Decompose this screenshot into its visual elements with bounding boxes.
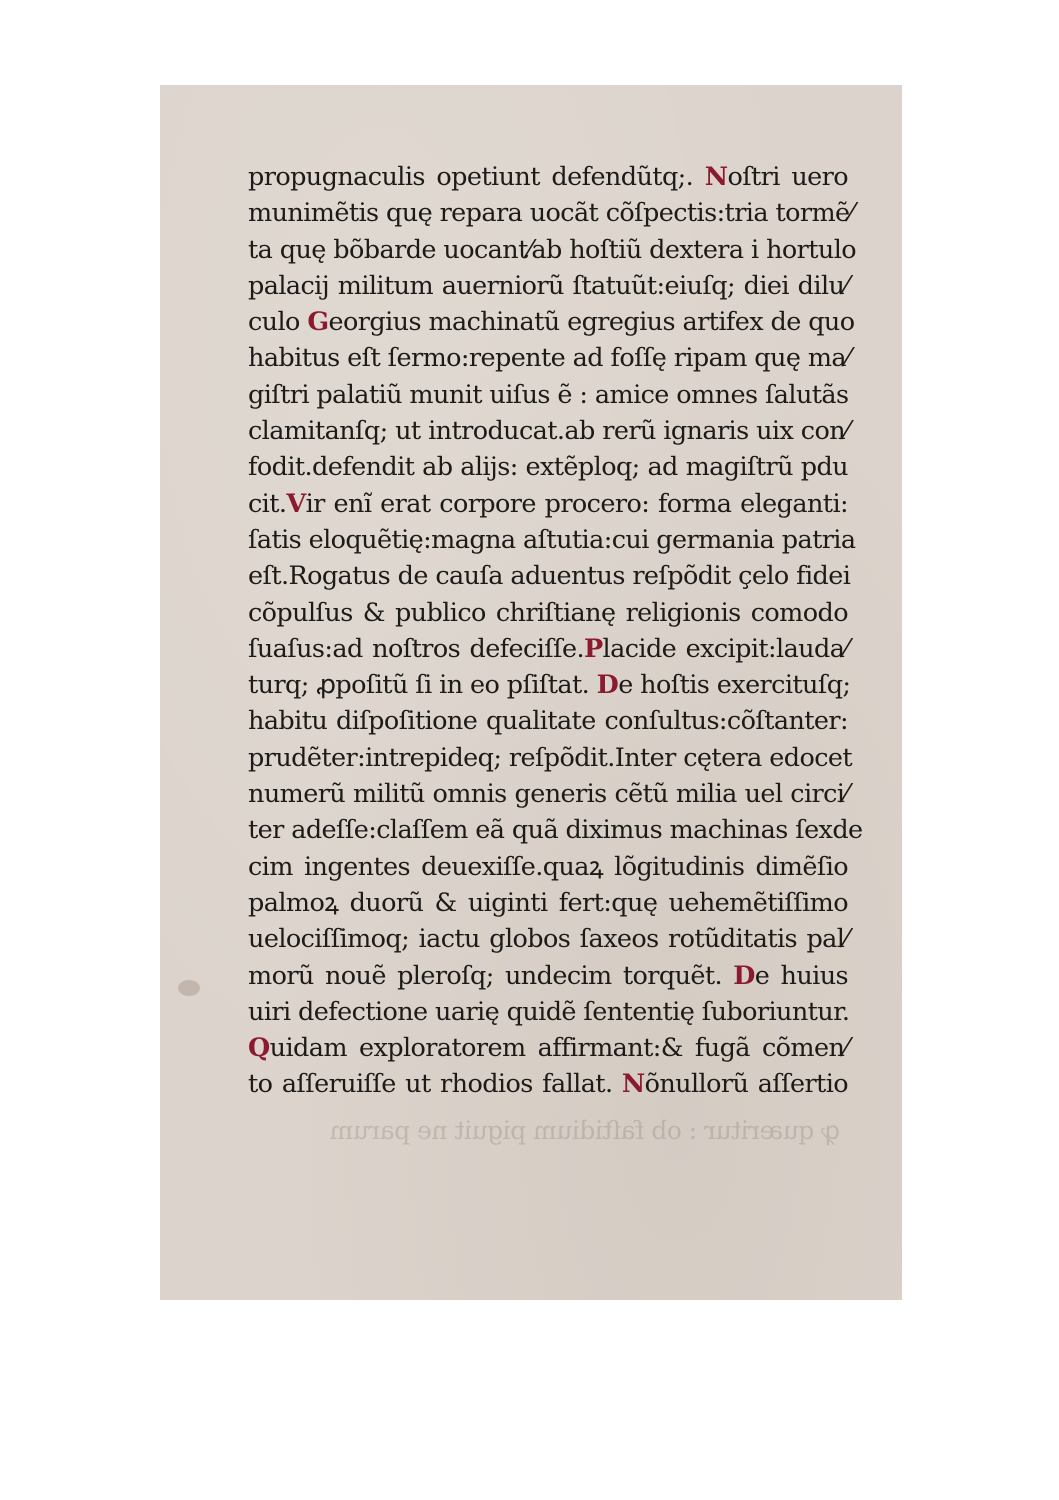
margin-stain [178, 980, 200, 996]
text-line: uelociſſimoq; iactu globos ſaxeos rotũditatis pal⁄ [248, 924, 848, 955]
page-scan [160, 85, 902, 1300]
text-line: fodit.defendit ab alijs: extẽploq; ad magiſtrũ pdu [248, 452, 848, 483]
text-line: turq; ꝓpoſitũ ſi in eo pſiſtat. De hoſtis exercituſq; [248, 670, 851, 701]
text-line: to aſſeruiſſe ut rhodios fallat. Nõnullorũ aſſertio [248, 1069, 849, 1100]
text-line: palacij militum auerniorũ ſtatuũt:eiuſq; diei dilu⁄ [248, 270, 848, 301]
show-through-text: ꝙ quæritur : ob faſtidium piguit ne parum [330, 1116, 840, 1145]
text-line: prudẽter:intrepideq; reſpõdit.Inter cętera edocet [248, 742, 853, 773]
text-line: munimẽtis quę repara uocãt cõſpectis:tria tormẽ⁄ [248, 198, 854, 229]
text-line: propugnaculis opetiunt defendũtq;. Noſtri uero [248, 162, 849, 192]
text-line: cõpulſus & publico chriſtianę religionis comodo [248, 597, 848, 628]
text-line: cim ingentes deuexiſſe.quaꝝ lõgitudinis dimẽſio [248, 851, 848, 882]
text-line: ter adeſſe:claſſem eã quã diximus machinas ſexde [248, 815, 863, 846]
text-line: clamitanſq; ut introducat.ab rerũ ignaris uix con⁄ [248, 416, 849, 447]
text-line: eſt.Rogatus de cauſa aduentus reſpõdit çelo fidei [248, 561, 851, 592]
text-line: uiri defectione uarię quidẽ ſententię ſuboriuntur. [248, 996, 850, 1027]
watermark: ​ [203, 335, 265, 395]
text-line: ſuaſus:ad noſtros defeciſſe.Placide excipit:lauda⁄ [248, 633, 848, 664]
text-line: Quidam exploratorem affirmant:& fugã cõmen⁄ [248, 1033, 848, 1064]
text-line: culo Georgius machinatũ egregius artifex de quo [248, 307, 855, 338]
text-line: habitus eſt ſermo:repente ad foſſę ripam quę ma⁄ [248, 343, 850, 374]
text-line: palmoꝝ duorũ & uiginti fert:quę uehemẽtiſſimo [248, 887, 848, 918]
text-line: morũ nouẽ pleroſq; undecim torquẽt. De huius [248, 960, 849, 991]
text-line: habitu diſpoſitione qualitate conſultus:cõſtanter: [248, 706, 848, 737]
text-line: cit.Vir enĩ erat corpore procero: forma eleganti: [248, 488, 848, 519]
text-line: giſtri palatiũ munit uiſus ẽ : amice omnes ſalutãs [248, 379, 849, 410]
text-line: numerũ militũ omnis generis cẽtũ milia uel circi⁄ [248, 779, 848, 810]
text-block [248, 159, 863, 1103]
text-line: ta quę bõbarde uocant⁄ab hoſtiũ dextera i hortulo [248, 234, 857, 265]
text-line: ſatis eloquẽtię:magna aſtutia:cui germania patria [248, 524, 856, 555]
